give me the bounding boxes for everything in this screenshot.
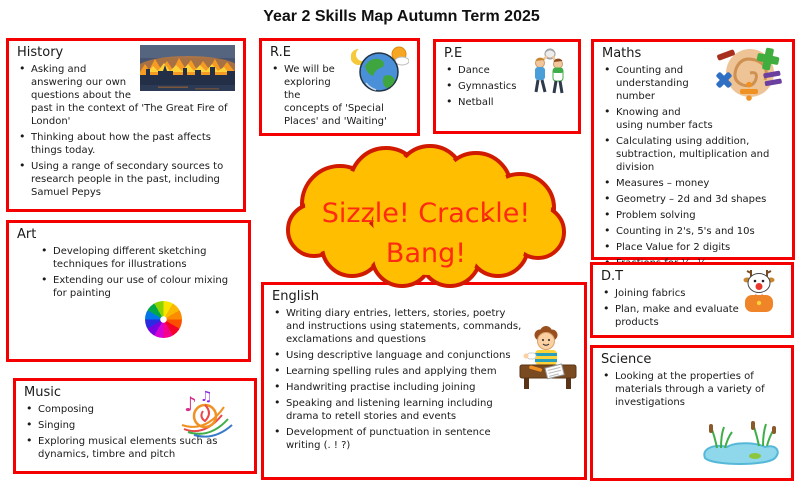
list-item: • Problem solving — [602, 209, 784, 222]
list-item: • We will be exploring the concepts of 'Special Places' and 'Waiting' — [270, 63, 409, 128]
sizzle-crackle-bang-cloud — [278, 142, 570, 290]
cloud-shape — [278, 142, 570, 290]
list-item: • Knowing and using number facts — [602, 106, 784, 132]
dt-list — [601, 287, 783, 329]
list-item: • Asking and answering our own questions about the past in the context of 'The Great Fire of London' — [17, 63, 235, 128]
cloud-text-line2: Bang! — [385, 238, 467, 269]
list-item: • Composing — [24, 403, 246, 416]
list-item: • Writing diary entries, letters, stories, poetry and instructions using statements, commands, exclamations and questions — [272, 307, 522, 346]
history-list — [17, 63, 235, 199]
list-item: • Thinking about how the past affects things today. — [17, 131, 235, 157]
english-list — [272, 307, 522, 452]
boy-writing-icon — [516, 325, 580, 395]
music-heading: Music — [24, 385, 61, 400]
pe-list — [444, 64, 570, 109]
list-item: • Joining fabrics — [601, 287, 783, 300]
list-item: • Netball — [444, 96, 570, 109]
list-item: • Learning spelling rules and applying them — [272, 365, 522, 378]
list-item: • Measures – money — [602, 177, 784, 190]
list-item: • Using a range of secondary sources to research people in the past, including Samuel Pepys — [17, 160, 235, 199]
english-box — [261, 282, 587, 480]
list-item: • Calculating using addition, subtraction, multiplication and division — [602, 135, 784, 174]
list-item: • Extending our use of colour mixing for painting — [39, 274, 240, 300]
pe-box — [433, 39, 581, 134]
list-item: • Counting in 2's, 5's and 10s — [602, 225, 784, 238]
svg-text:♪: ♪ — [184, 392, 197, 416]
science-heading: Science — [601, 352, 652, 367]
science-list — [601, 370, 783, 409]
music-box — [13, 378, 257, 474]
svg-text:♫: ♫ — [200, 389, 213, 405]
science-box — [590, 345, 794, 481]
list-item: • Gymnastics — [444, 80, 570, 93]
pe-heading: P.E — [444, 46, 463, 61]
history-heading: History — [17, 45, 64, 60]
cloud-text-line1: Sizzle! Crackle! — [321, 198, 531, 229]
art-list — [17, 245, 240, 300]
maths-box — [591, 39, 795, 260]
list-item: • Using descriptive language and conjunctions — [272, 349, 522, 362]
maths-list — [602, 64, 784, 286]
history-box — [6, 38, 246, 212]
dt-box — [590, 262, 794, 338]
art-heading: Art — [17, 227, 37, 242]
colour-wheel-icon — [145, 301, 182, 338]
art-box — [6, 220, 251, 362]
re-list — [270, 63, 409, 128]
list-item: • Geometry – 2d and 3d shapes — [602, 193, 784, 206]
english-heading: English — [272, 289, 319, 304]
list-item: • Counting and understanding number — [602, 64, 784, 103]
list-item: • Singing — [24, 419, 246, 432]
page-title: Year 2 Skills Map Autumn Term 2025 — [263, 8, 540, 25]
pond-icon — [697, 418, 783, 474]
list-item: • Speaking and listening learning including drama to retell stories and events — [272, 397, 522, 423]
maths-heading: Maths — [602, 46, 642, 61]
list-item: • Developing different sketching techniques for illustrations — [39, 245, 240, 271]
list-item: • Place Value for 2 digits — [602, 241, 784, 254]
list-item: • Looking at the properties of materials through a variety of investigations — [601, 370, 783, 409]
re-heading: R.E — [270, 45, 291, 60]
dt-heading: D.T — [601, 269, 624, 284]
list-item: • Exploring musical elements such as dynamics, timbre and pitch — [24, 435, 246, 461]
list-item: • Plan, make and evaluate products — [601, 303, 783, 329]
list-item: • Handwriting practise including joining — [272, 381, 522, 394]
list-item: • Dance — [444, 64, 570, 77]
re-box — [259, 38, 420, 136]
list-item: • Development of punctuation in sentence writing (. ! ?) — [272, 426, 522, 452]
